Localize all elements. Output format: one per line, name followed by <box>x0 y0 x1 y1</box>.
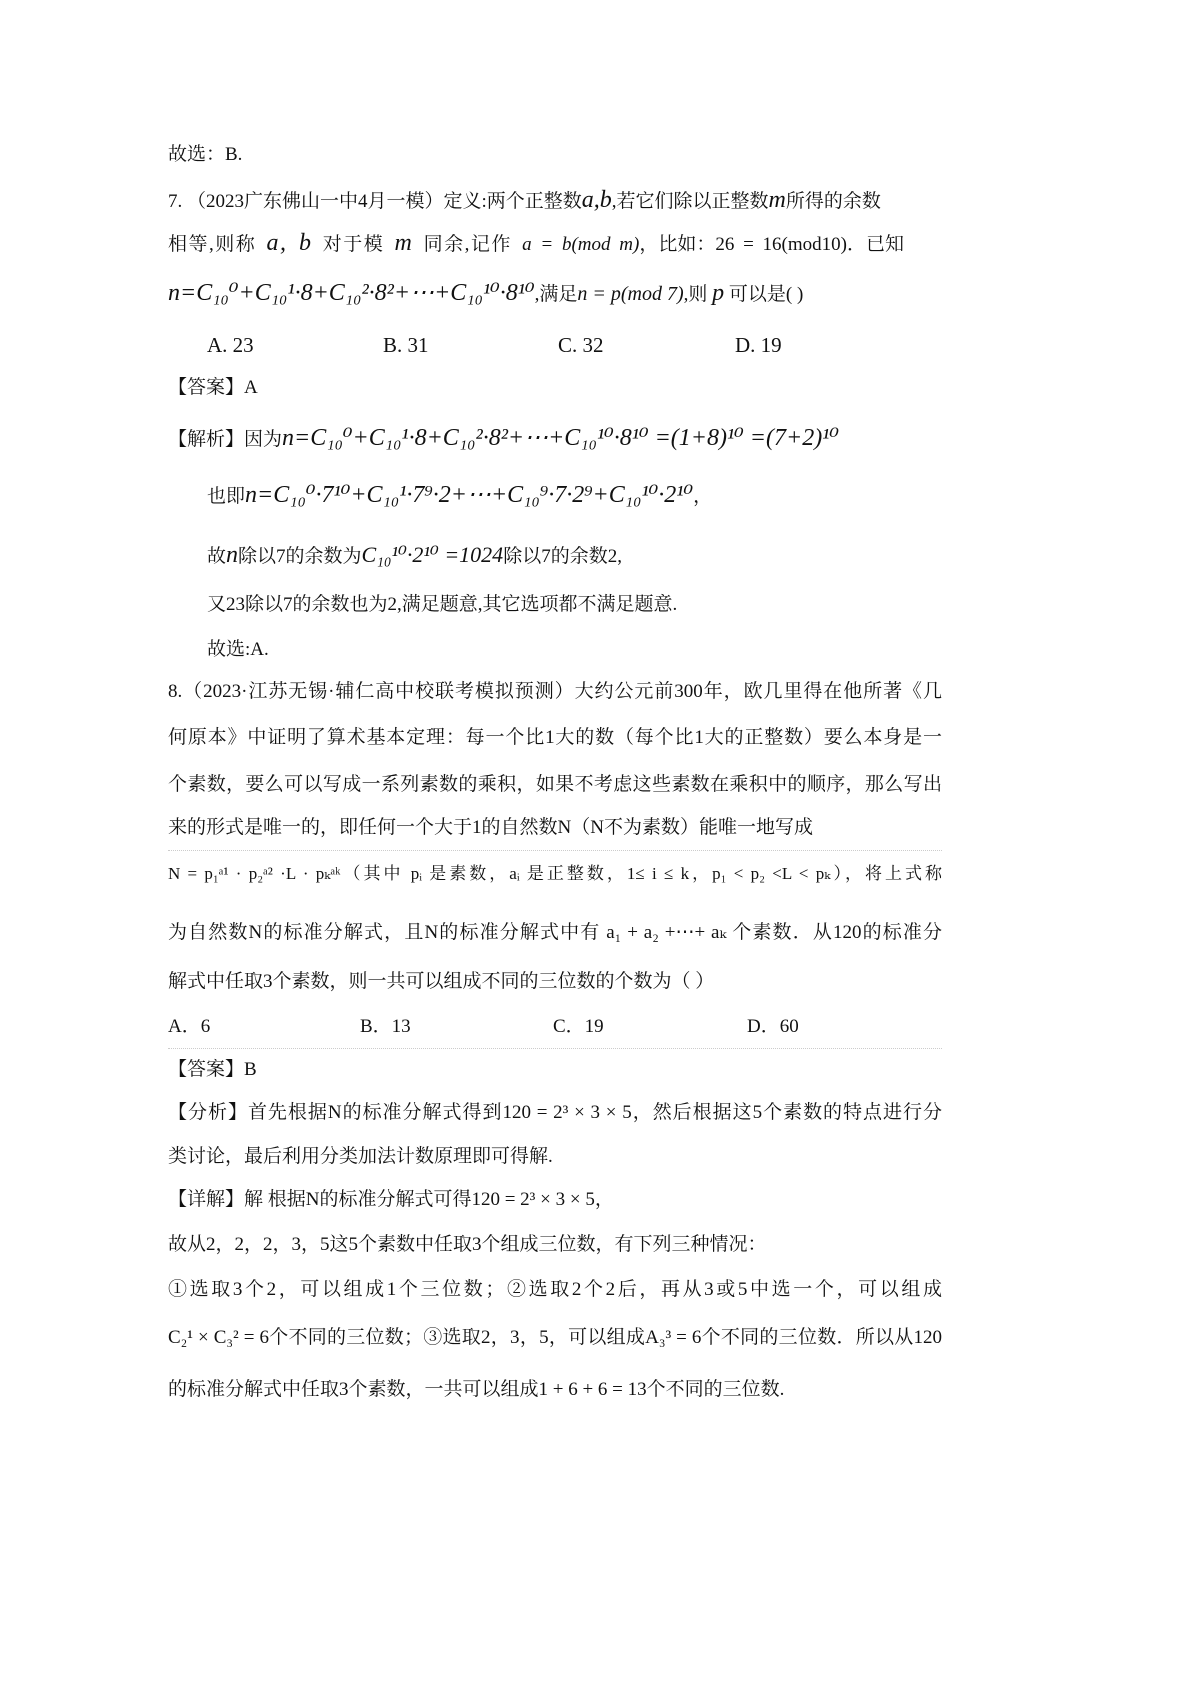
divider <box>168 850 942 851</box>
q7-line-1 <box>168 187 942 215</box>
q7-option-c: C. 32 <box>558 333 604 357</box>
q8-formula-line: N = p₁ᵃ¹ · p₂ᵃ² ·L · pₖᵃᵏ（其中 pᵢ 是素数，aᵢ 是正整数，1≤ i ≤ k，p₁ < p₂ <L < pₖ），将上式称 <box>168 864 942 883</box>
math: m <box>394 230 414 256</box>
q7-line-3 <box>168 280 942 308</box>
q8-option-b: B．13 <box>360 1016 411 1037</box>
math: a = b(mod m) <box>522 234 640 255</box>
q8-detail-line-3: ①选取3个2，可以组成1个三位数；②选取2个2后，再从3或5中选一个，可以组成 <box>168 1279 942 1300</box>
q8-line-6: 为自然数N的标准分解式，且N的标准分解式中有 a₁ + a₂ +⋯+ aₖ 个素数．从120的标准分 <box>168 922 942 943</box>
q8-detail-line-4: C₂¹ × C₃² = 6个不同的三位数；③选取2，3，5，可以组成A₃³ = 6个不同的三位数．所以从120 <box>168 1327 942 1348</box>
q8-line-1: 8.（2023·江苏无锡·辅仁高中校联考模拟预测）大约公元前300年，欧几里得在他所著《几 <box>168 681 942 702</box>
q8-option-c: C．19 <box>553 1016 604 1037</box>
text: 【解析】因为 <box>168 429 283 450</box>
q8-line-4: 来的形式是唯一的，即任何一个大于1的自然数N（N不为素数）能唯一地写成 <box>168 817 813 838</box>
math: a, b <box>266 230 313 256</box>
math: m <box>768 187 786 213</box>
text: 除以7的余数2, <box>503 546 622 567</box>
previous-conclusion: 故选：B. <box>168 144 243 165</box>
text: 故 <box>207 546 227 567</box>
math: n=C₁₀⁰+C₁₀¹·8+C₁₀²·8²+⋯+C₁₀¹⁰·8¹⁰ =(1+8)¹⁰ =(7+2)¹⁰ <box>282 425 839 451</box>
q7-option-a: A. 23 <box>207 333 254 357</box>
q7-option-b: B. 31 <box>383 333 429 357</box>
math: n = p(mod 7) <box>577 283 684 305</box>
q7-line-2 <box>168 230 942 258</box>
q8-detail-line-1: 【详解】解 根据N的标准分解式可得120 = 2³ × 3 × 5， <box>168 1189 614 1210</box>
text: 同余,记作 <box>423 234 512 255</box>
math: C₁₀¹⁰·2¹⁰ =1024 <box>361 542 504 567</box>
q7-conclusion: 故选:A. <box>207 639 269 660</box>
text: 除以7的余数为 <box>238 546 362 567</box>
q8-detail-line-5: 的标准分解式中任取3个素数，一共可以组成1 + 6 + 6 = 13个不同的三位数. <box>168 1379 785 1400</box>
text: 可以是( ) <box>728 284 804 305</box>
q7-option-d: D. 19 <box>735 333 782 357</box>
q7-step-2 <box>207 482 942 510</box>
q8-line-3: 个素数，要么可以写成一系列素数的乘积，如果不考虑这些素数在乘积中的顺序，那么写出 <box>168 774 942 795</box>
q8-detail-line-2: 故从2，2，2，3，5这5个素数中任取3个组成三位数，有下列三种情况： <box>168 1234 767 1255</box>
q7-answer: 【答案】A <box>168 377 258 398</box>
q7-step-3 <box>207 542 942 570</box>
math: a,b <box>581 187 612 213</box>
text: ,若它们除以正整数 <box>611 191 769 212</box>
text: 相等,则称 <box>168 234 257 255</box>
q7-analysis <box>168 425 942 453</box>
q8-line-7: 解式中任取3个素数，则一共可以组成不同的三位数的个数为（ ） <box>168 971 715 992</box>
math: p <box>712 280 725 306</box>
text: 所得的余数 <box>785 191 881 212</box>
q7-step-4: 又23除以7的余数也为2,满足题意,其它选项都不满足题意. <box>207 594 678 615</box>
q8-analysis-line-1: 【分析】首先根据N的标准分解式得到120 = 2³ × 3 × 5，然后根据这5个素数的特点进行分 <box>168 1102 942 1123</box>
q8-option-a: A．6 <box>168 1016 211 1037</box>
text: ,则 <box>683 284 708 305</box>
q8-analysis-line-2: 类讨论，最后利用分类加法计数原理即可得解. <box>168 1146 553 1167</box>
q8-answer: 【答案】B <box>168 1059 257 1080</box>
text: 7. （2023广东佛山一中4月一模）定义:两个正整数 <box>168 191 582 212</box>
text: 也即 <box>207 486 246 507</box>
math: n <box>226 542 239 568</box>
text: ， <box>693 486 713 507</box>
text: 对于模 <box>322 234 385 255</box>
text: ，比如：26 = 16(mod10)．已知 <box>639 234 904 255</box>
math: n=C₁₀⁰+C₁₀¹·8+C₁₀²·8²+⋯+C₁₀¹⁰·8¹⁰ <box>168 280 535 306</box>
text: ,满足 <box>534 284 578 305</box>
divider <box>168 1048 942 1049</box>
math: n=C₁₀⁰·7¹⁰+C₁₀¹·7⁹·2+⋯+C₁₀⁹·7·2⁹+C₁₀¹⁰·2¹⁰ <box>245 482 694 508</box>
q8-line-2: 何原本》中证明了算术基本定理：每一个比1大的数（每个比1大的正整数）要么本身是一 <box>168 727 942 748</box>
q8-option-d: D．60 <box>747 1016 799 1037</box>
